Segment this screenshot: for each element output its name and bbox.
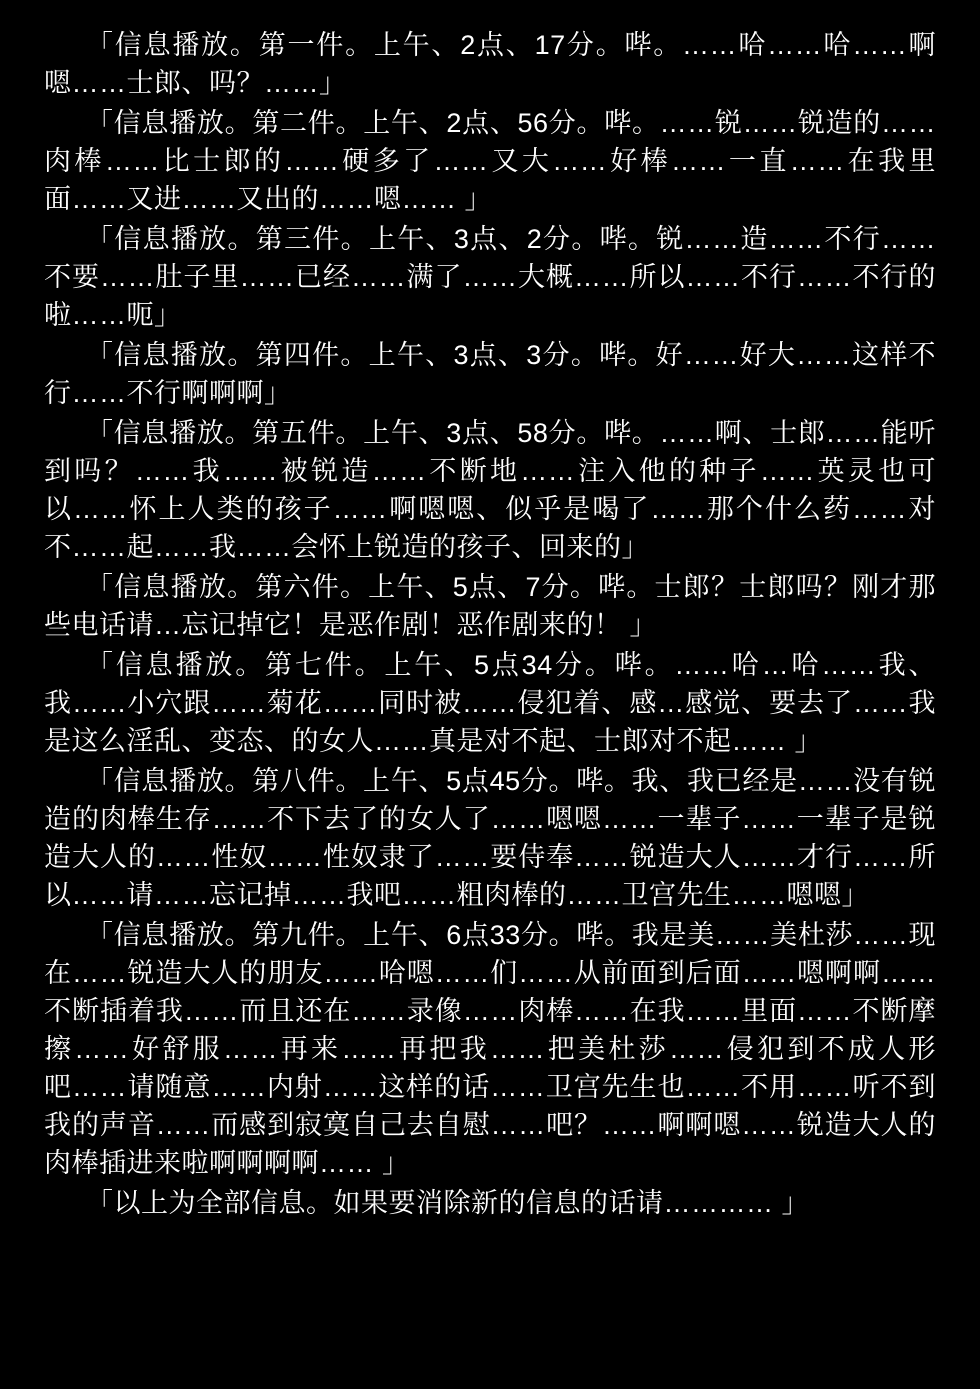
message-log-text: [44, 26, 936, 1222]
paragraph: 「信息播放。第一件。上午、2点、17分。哔。……哈……哈……啊嗯……士郎、吗？……」: [44, 30, 936, 98]
paragraph: 「信息播放。第七件。上午、5点34分。哔。……哈…哈……我、我……小穴跟……菊花……同时被……侵犯着、感…感觉、要去了……我是这么淫乱、变态、的女人……真是对不起、士郎对不起…… 」: [44, 650, 936, 756]
paragraph: 「信息播放。第八件。上午、5点45分。哔。我、我已经是……没有锐造的肉棒生存……不下去了的女人了……嗯嗯……一辈子……一辈子是锐造大人的……性奴……性奴隶了……要侍奉……锐造大人……才行……所以……请……忘记掉……我吧……粗肉棒的……卫宫先生……嗯嗯」: [44, 766, 936, 910]
paragraph: 「信息播放。第二件。上午、2点、56分。哔。……锐……锐造的……肉棒……比士郎的……硬多了……又大……好棒……一直……在我里面……又进……又出的……嗯…… 」: [44, 108, 936, 214]
paragraph: 「信息播放。第九件。上午、6点33分。哔。我是美……美杜莎……现在……锐造大人的朋友……哈嗯……们……从前面到后面……嗯啊啊……不断插着我……而且还在……录像……肉棒……在我……里面……不断摩擦……好舒服……再来……再把我……把美杜莎……侵犯到不成人形吧……请随意……内射……这样的话……卫宫先生也……不用……听不到我的声音……而感到寂寞自己去自慰……吧？……啊啊嗯……锐造大人的肉棒插进来啦啊啊啊啊…… 」: [44, 920, 936, 1178]
paragraph: 「信息播放。第六件。上午、5点、7分。哔。士郎？士郎吗？刚才那些电话请…忘记掉它！是恶作剧！恶作剧来的！ 」: [44, 572, 936, 640]
paragraph: 「信息播放。第四件。上午、3点、3分。哔。好……好大……这样不行……不行啊啊啊」: [44, 340, 936, 408]
paragraph: 「信息播放。第三件。上午、3点、2分。哔。锐……造……不行……不要……肚子里……已经……满了……大概……所以……不行……不行的啦……呃」: [44, 224, 936, 330]
paragraph: 「信息播放。第五件。上午、3点、58分。哔。……啊、士郎……能听到吗？……我……被锐造……不断地……注入他的种子……英灵也可以……怀上人类的孩子……啊嗯嗯、似乎是喝了……那个什么药……对不……起……我……会怀上锐造的孩子、回来的」: [44, 418, 936, 562]
paragraph: 「以上为全部信息。如果要消除新的信息的话请………… 」: [86, 1188, 810, 1218]
